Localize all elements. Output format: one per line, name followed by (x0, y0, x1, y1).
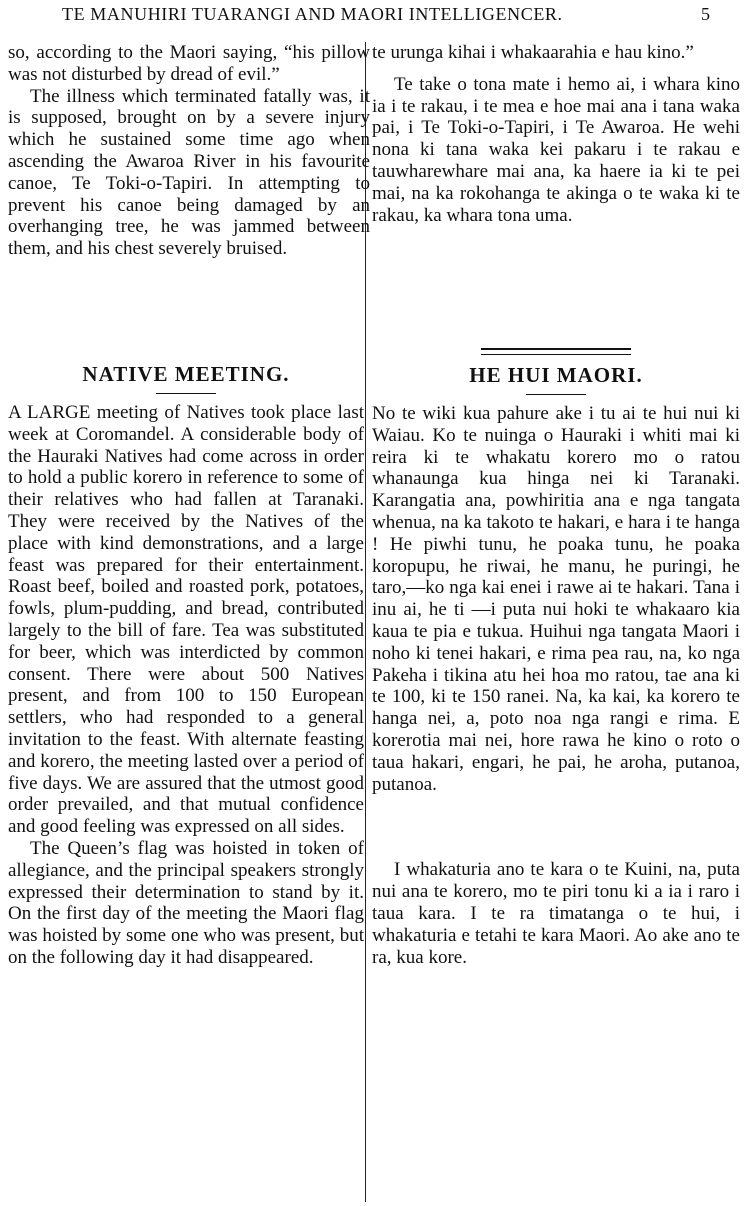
left-column-top (8, 42, 370, 260)
right-section-double-rule (481, 348, 631, 355)
right-heading-rule (526, 394, 586, 395)
page-number: 5 (701, 4, 710, 24)
left-illness-paragraph: The illness which terminated fatally was, it is supposed, brought on by a severe injury which he sustained some time ago when ascending the Awaroa River in his favourite canoe, Te Toki-o-Tapiri. In attempting to prevent his canoe being damaged by an overhanging tree, he was jammed between them, and his chest severely bruised. (8, 85, 370, 260)
left-article (8, 362, 364, 969)
left-continuation-paragraph: so, according to the Maori saying, “his pillow was not disturbed by dread of evil.” (8, 42, 370, 85)
left-article-paragraph-1: A LARGE meeting of Natives took place last week at Coromandel. A considerable body of the Hauraki Natives had come across in order to hold a public korero in reference to some of their relatives who had fallen at Taranaki. They were received by the Natives of the place with kind demonstrations, and a large feast was prepared for their entertainment. Roast beef, boiled and roasted pork, potatoes, fowls, plum-pudding, and bread, contributed largely to the bill of fare. Tea was substituted for beer, which was interdicted by common consent. There were about 500 Natives present, and from 100 to 150 European settlers, who had responded to a general invitation to the feast. With alternate feasting and korero, the meeting lasted over a period of five days. We are assured that the utmost good order prevailed, and that mutual confidence and good feeling was expressed on all sides. (8, 402, 364, 838)
right-column-top (372, 42, 740, 226)
right-continuation-paragraph: te urunga kihai i whakaarahia e hau kino.” (372, 42, 694, 63)
right-article-paragraph-2: I whakaturia ano te kara o te Kuini, na, puta nui ana te korero, mo te piri tonu ki a ia i raro i taua kara. I te ra timatanga o te hui, i whakaturia e tetahi te kara Maori. Ao ake ano te ra, kua kore. (372, 859, 740, 968)
right-article-paragraph-1: No te wiki kua pahure ake i tu ai te hui nui ki Waiau. Ko te nuinga o Hauraki i whiti mai ki reira ki te whakatu korero mo o ratou whanaunga kua hinga nei ki Taranaki. Karangatia ana, powhiritia ana e nga tangata whenua, na ka takoto te hakari, e hara i te hanga ! He piwhi tunu, he poaka tunu, he poaka koropupu, he riwai, he manu, he puringi, he taro,—ko nga kai enei i rawe ai te hakari. Tana i inu ai, he ti —i puta nui hoki te whakaaro kia kaua te pia e tukua. Huihui nga tangata Maori i noho ki tenei hakari, e rima pea rau, na, ko nga Pakeha i tikina atu hei hoa mo ratou, tae ana ki te 100, ki te 150 ranei. Na, ka kai, ka korero te hanga nei, a, poto noa nga rangi e rima. E korerotia mai nei, hore rawa he kino o roto o taua hakari, engari, he pai, he aroha, putanoa, putanoa. (372, 403, 740, 795)
page-header (0, 4, 747, 30)
running-head: TE MANUHIRI TUARANGI AND MAORI INTELLIGENCER. (62, 4, 563, 24)
left-article-heading: NATIVE MEETING. (82, 362, 290, 386)
spacer (372, 64, 740, 74)
left-heading-rule (156, 393, 216, 394)
spacer (372, 795, 740, 859)
right-illness-paragraph: Te take o tona mate i hemo ai, i whara kino ia i te rakau, i te mea e hoe mai ana i tana waka pai, i Te Toki-o-Tapiri, i Te Awaroa. He wehi nona ki tana waka kei pakaru i te rakau e tauwharewhare mai ana, ka haere ia ki te pei mai, na ka rokohanga te akinga o te waka ki te rakau, ka whara tona uma. (372, 73, 740, 226)
right-article (372, 362, 740, 968)
right-article-heading: HE HUI MAORI. (469, 363, 643, 387)
left-article-paragraph-2: The Queen’s flag was hoisted in token of allegiance, and the principal speakers strongly expressed their determination to stand by it. On the first day of the meeting the Maori flag was hoisted by some one who was present, but on the following day it had disappeared. (8, 837, 364, 968)
